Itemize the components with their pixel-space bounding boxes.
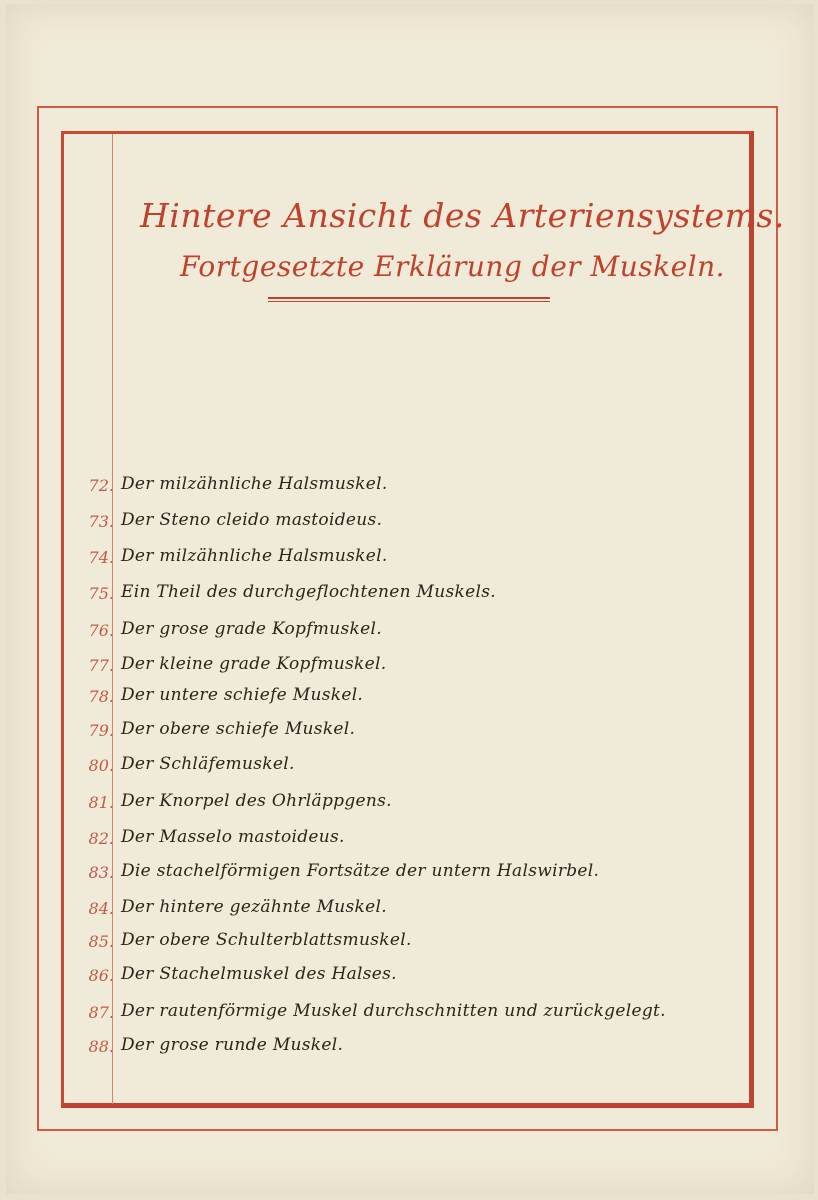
item-text: Der untere schiefe Muskel. <box>121 685 364 705</box>
list-item <box>0 541 760 571</box>
item-text: Der milzähnliche Halsmuskel. <box>121 474 388 494</box>
item-text: Der hintere gezähnte Muskel. <box>121 897 387 917</box>
list-item <box>0 856 760 886</box>
list-item <box>0 469 760 499</box>
list-item <box>0 577 760 607</box>
item-text: Der obere schiefe Muskel. <box>121 719 356 739</box>
item-text: Der Schläfemuskel. <box>121 754 295 774</box>
item-number: 84. <box>88 899 114 918</box>
item-number: 85. <box>88 932 114 951</box>
list-item <box>0 505 760 535</box>
item-number: 77. <box>88 656 114 675</box>
list-item <box>0 892 760 922</box>
list-item <box>0 996 760 1026</box>
item-number: 72. <box>88 476 114 495</box>
list-item <box>0 714 760 744</box>
item-text: Der Steno cleido mastoideus. <box>121 510 383 530</box>
item-number: 76. <box>88 621 114 640</box>
list-item <box>0 680 760 710</box>
title-underline-thin <box>268 301 550 302</box>
item-number: 75. <box>88 584 114 603</box>
page-title: Hintere Ansicht des Arteriensystems. <box>140 196 785 235</box>
list-item <box>0 614 760 644</box>
item-number: 78. <box>88 687 114 706</box>
item-number: 82. <box>88 829 114 848</box>
item-number: 87. <box>88 1003 114 1022</box>
item-text: Die stachelförmigen Fortsätze der untern Halswirbel. <box>121 861 600 881</box>
item-number: 83. <box>88 863 114 882</box>
page-subtitle: Fortgesetzte Erklärung der Muskeln. <box>180 250 726 283</box>
item-text: Ein Theil des durchgeflochtenen Muskels. <box>121 582 496 602</box>
list-item <box>0 749 760 779</box>
list-item <box>0 649 760 679</box>
item-number: 81. <box>88 793 114 812</box>
item-text: Der Stachelmuskel des Halses. <box>121 964 397 984</box>
list-item <box>0 786 760 816</box>
item-number: 86. <box>88 966 114 985</box>
item-text: Der grose grade Kopfmuskel. <box>121 619 382 639</box>
item-number: 74. <box>88 548 114 567</box>
list-item <box>0 925 760 955</box>
item-text: Der milzähnliche Halsmuskel. <box>121 546 388 566</box>
item-number: 79. <box>88 721 114 740</box>
item-text: Der grose runde Muskel. <box>121 1035 344 1055</box>
list-item <box>0 1030 760 1060</box>
item-text: Der obere Schulterblattsmuskel. <box>121 930 412 950</box>
title-underline <box>268 297 550 299</box>
item-number: 88. <box>88 1037 114 1056</box>
item-number: 73. <box>88 512 114 531</box>
item-text: Der rautenförmige Muskel durchschnitten und zurückgelegt. <box>121 1001 666 1021</box>
item-number: 80. <box>88 756 114 775</box>
list-item <box>0 959 760 989</box>
item-text: Der Masselo mastoideus. <box>121 827 345 847</box>
item-text: Der Knorpel des Ohrläppgens. <box>121 791 392 811</box>
item-text: Der kleine grade Kopfmuskel. <box>121 654 387 674</box>
list-item <box>0 822 760 852</box>
